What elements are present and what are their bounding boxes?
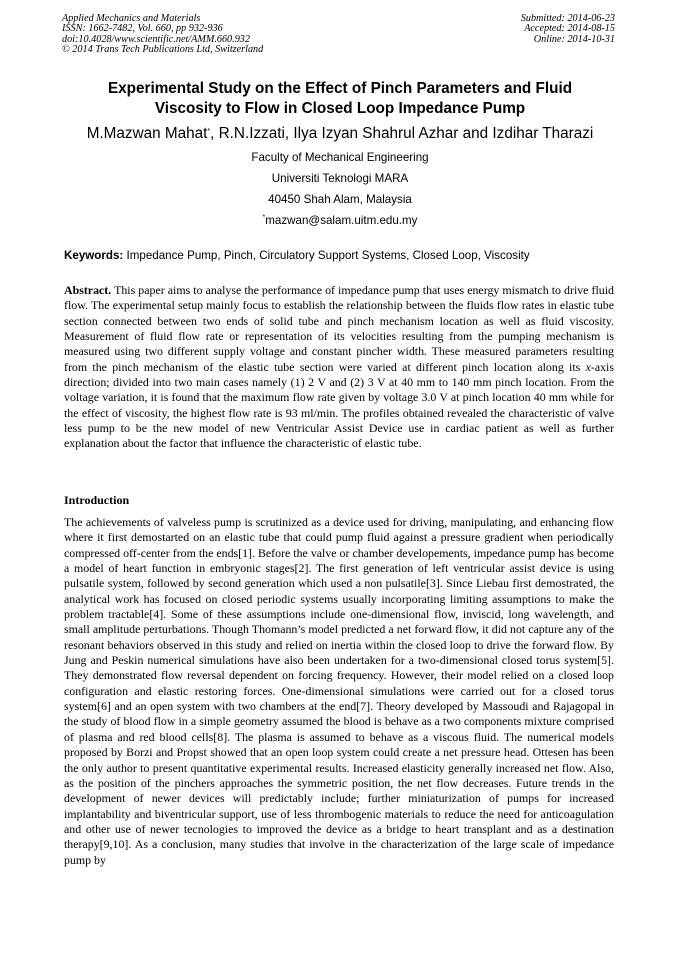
keywords-label: Keywords:	[64, 249, 124, 262]
author-email	[100, 214, 580, 228]
journal-issn: ISSN: 1662-7482, Vol. 660, pp 932-936	[62, 23, 223, 35]
corresponding-mark: *	[207, 128, 211, 135]
abstract-axis-symbol: x	[585, 359, 591, 374]
corresponding-author: M.Mazwan Mahat	[86, 125, 208, 142]
author-list	[30, 124, 650, 144]
keywords-list: Impedance Pump, Pinch, Circulatory Support Systems, Closed Loop, Viscosity	[123, 249, 530, 262]
copyright-notice: © 2014 Trans Tech Publications Ltd, Switzerland	[62, 43, 264, 55]
journal-header	[62, 14, 263, 55]
introduction-heading: Introduction	[64, 493, 130, 507]
title-line-1: Experimental Study on the Effect of Pinch Parameters and Fluid	[107, 80, 573, 97]
abstract-label: Abstract.	[64, 283, 112, 297]
affiliation-faculty: Faculty of Mechanical Engineering	[251, 151, 429, 164]
dates-header	[521, 14, 615, 45]
email-address: mazwan@salam.uitm.edu.my	[265, 214, 418, 227]
online-date: Online: 2014-10-31	[533, 33, 615, 45]
abstract	[64, 283, 614, 452]
journal-name: Applied Mechanics and Materials	[62, 13, 201, 24]
affiliation-address: 40450 Shah Alam, Malaysia	[268, 193, 412, 206]
submitted-date: Submitted: 2014-06-23	[520, 13, 615, 24]
affiliation-university: Universiti Teknologi MARA	[271, 172, 409, 185]
journal-doi: doi:10.4028/www.scientific.net/AMM.660.932	[62, 33, 250, 45]
paper-title	[40, 79, 640, 119]
title-line-2: Viscosity to Flow in Closed Loop Impedance Pump	[154, 100, 526, 117]
abstract-text-part-2: -axis direction; divided into two main cases namely (1) 2 V and (2) 3 V at 40 mm to 140 mm pinch location. From the voltage variation, it is found that the maximum flow rate given by voltage 3.0 V at pinch location 40 mm while for the effect of viscosity, the highest flow rate is 93 ml/min. The profiles obtained revealed the characteristic of valve less pump to be the new model of new Ventricular Assist Device use in cardiac patient as well as further explanation about the factor that influence the characteristic of elastic tube.	[64, 359, 614, 451]
email-mark: *	[262, 214, 266, 221]
keywords	[64, 249, 530, 263]
introduction-text: The achievements of valveless pump is scrutinized as a device used for driving, manipulating, and enhancing flow where it first demostarted on an elastic tube that could pump fluid against a pressure gradient when periodically compressed off-center from the ends[1]. Before the valve or chamber developements, impedance pump has become a model of heart function in embryonic stages[2]. The first generation of left ventricular assist device is using pulsatile system, followed by second generation which used a non pulsatile[3]. Since Liebau first demostrated, the analytical work has focused on closed periodic systems usually incorporating limiting assumptions to make the problem tractable[4]. Some of these assumptions include one-dimensional flow, inviscid, long wavelength, and small amplitude perturbations. Though Thomann’s model predicted a net forward flow, it did not capture any of the resonant behaviors observed in this study and relied on inertia within the closed loop to drive the forward flow. By Jung and Peskin numerical simulations have also been undertaken for a two-dimensional closed torus system[5]. They demonstrated flow reversal dependent on forcing frequency. However, their model relied on a closed loop configuration and elastic restoring forces. One-dimensional simulations were carried out for a closed torus system[6] and an open system with two chambers at the end[7]. Theory developed by Massoudi and Rajagopal in the study of blood flow in a simple geometry assumed the blood is behave as a two components mixture comprised of plasma and red blood cells[8]. The plasma is assumed to behave as a viscous fluid. The numerical models proposed by Borzi and Propst showed that an open loop system could create a net pressure head. Ottesen has been the only author to present quantitative experimental results. Increased elasticity generally increased net flow. Also, as the position of the pinchers approaches the symmetric position, the net flow decreases. Future trends in the development of newer devices will predictably include; further miniaturization of pumps for increased implantability and biventricular support, use of less thrombogenic materials to reduce the need for anticoagulation and other use of newer tecnologies to improved the device as a bridge to heart transplant and as a destination therapy[9,10]. As a conclusion, many studies that involve in the characterization of the large scale of impedance pump by	[64, 515, 614, 867]
abstract-text-part-1: This paper aims to analyse the performance of impedance pump that uses energy mismatch to drive fluid flow. The experimental setup mainly focus to establish the relationship between the fluids flow rates in elastic tube section connected between two ends of solid tube and pinch mechanism location as well as fluid viscosity. Measurement of fluid flow rate or representation of its velocities resulting from the pumping mechanism is measured using two different supply voltage and constant pincher width. These measured parameters resulting from the pinch mechanism of the elastic tube section were varied at different pinch location along its	[64, 283, 614, 374]
co-authors: , R.N.Izzati, Ilya Izyan Shahrul Azhar and Izdihar Tharazi	[210, 125, 594, 142]
accepted-date: Accepted: 2014-08-15	[524, 23, 615, 35]
